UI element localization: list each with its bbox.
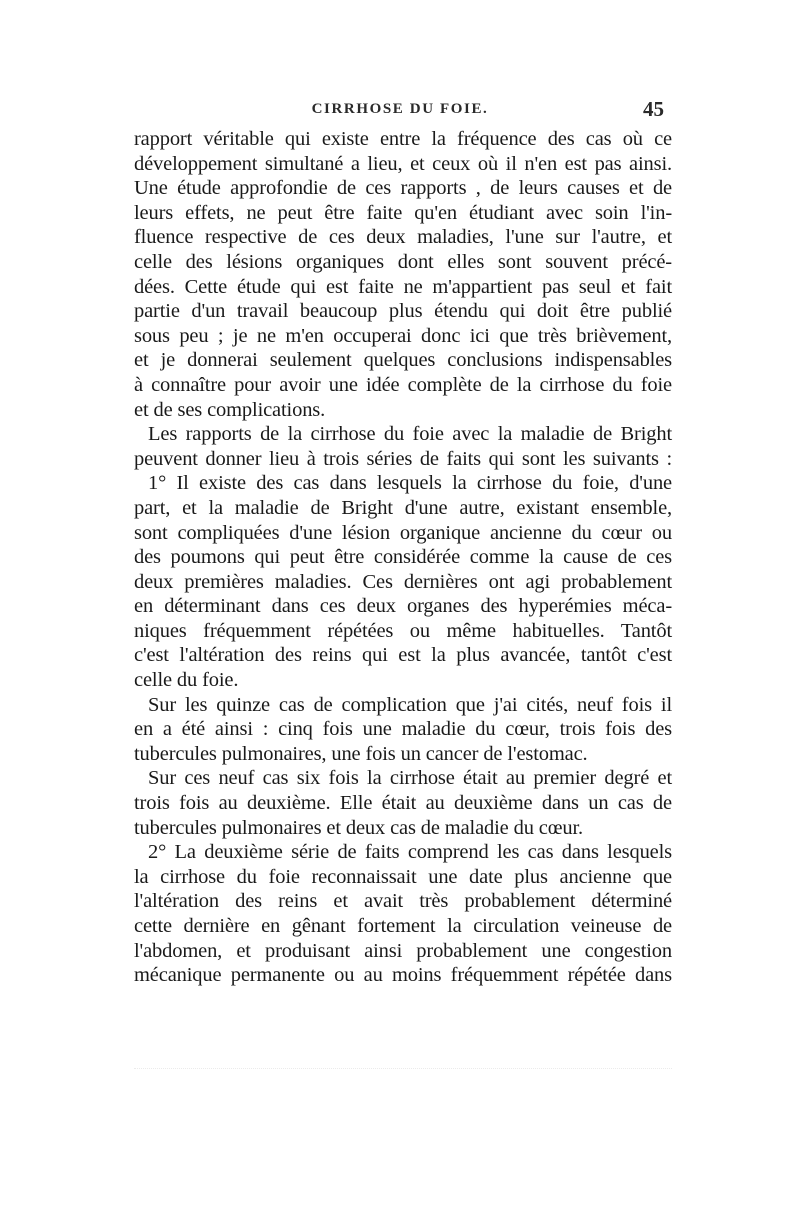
- text-line: Une étude approfondie de ces rapports , de leurs causes et de: [134, 177, 672, 200]
- page-number: 45: [643, 97, 664, 121]
- text-line: dées. Cette étude qui est faite ne m'appartient pas seul et fait: [134, 275, 672, 298]
- text-line: deux premières maladies. Ces dernières ont agi probablement: [134, 570, 672, 593]
- text-line: sous peu ; je ne m'en occuperai donc ici que très brièvement,: [134, 324, 672, 347]
- text-line: Sur les quinze cas de complication que j'ai cités, neuf fois il: [148, 693, 672, 716]
- text-line: trois fois au deuxième. Elle était au deuxième dans un cas de: [134, 792, 672, 815]
- running-head: [134, 97, 666, 125]
- text-line: fluence respective de ces deux maladies, l'une sur l'autre, et: [134, 226, 672, 249]
- text-line: tubercules pulmonaires et deux cas de maladie du cœur.: [134, 816, 584, 839]
- text-line: mécanique permanente ou au moins fréquemment répétée dans: [134, 964, 672, 987]
- text-line: la cirrhose du foie reconnaissait une date plus ancienne que: [134, 865, 672, 888]
- body-text: [134, 127, 672, 988]
- text-line: rapport véritable qui existe entre la fréquence des cas où ce: [134, 128, 672, 150]
- text-line: niques fréquemment répétées ou même habituelles. Tantôt: [134, 619, 672, 642]
- text-line: celle des lésions organiques dont elles sont souvent précé-: [134, 250, 672, 273]
- text-line: leurs effets, ne peut être faite qu'en étudiant avec soin l'in-: [134, 201, 672, 224]
- text-line: cette dernière en gênant fortement la circulation veineuse de: [134, 915, 672, 937]
- text-line: sont compliquées d'une lésion organique ancienne du cœur ou: [134, 521, 672, 544]
- text-line: Sur ces neuf cas six fois la cirrhose était au premier degré et: [148, 767, 672, 790]
- text-line: et je donnerai seulement quelques conclusions indispensables: [134, 349, 672, 372]
- text-line: des poumons qui peut être considérée comme la cause de ces: [134, 546, 672, 569]
- text-line: et de ses complications.: [134, 398, 326, 421]
- text-line: tubercules pulmonaires, une fois un cancer de l'estomac.: [134, 742, 588, 765]
- running-title: CIRRHOSE DU FOIE.: [311, 101, 489, 117]
- text-line: 1° Il existe des cas dans lesquels la cirrhose du foie, d'une: [148, 472, 672, 495]
- text-line: partie d'un travail beaucoup plus étendu qui doit être publié: [134, 300, 672, 323]
- text-line: peuvent donner lieu à trois séries de faits qui sont les suivants :: [134, 447, 672, 470]
- text-line: part, et la maladie de Bright d'une autre, existant ensemble,: [134, 496, 672, 519]
- text-line: Les rapports de la cirrhose du foie avec la maladie de Bright: [148, 423, 672, 446]
- text-line: c'est l'altération des reins qui est la plus avancée, tantôt c'est: [134, 644, 672, 667]
- text-line: l'abdomen, et produisant ainsi probablement une congestion: [134, 939, 672, 962]
- text-line: en déterminant dans ces deux organes des hyperémies méca-: [134, 595, 672, 618]
- text-line: développement simultané a lieu, et ceux où il n'en est pas ainsi.: [134, 152, 672, 175]
- bleed-through-line: [134, 1068, 672, 1087]
- text-line: 2° La deuxième série de faits comprend les cas dans lesquels: [148, 841, 672, 864]
- text-line: celle du foie.: [134, 669, 239, 692]
- text-line: à connaître pour avoir une idée complète de la cirrhose du foie: [134, 373, 672, 396]
- text-line: en a été ainsi : cinq fois une maladie du cœur, trois fois des: [134, 718, 672, 741]
- text-line: l'altération des reins et avait très probablement déterminé: [134, 890, 672, 913]
